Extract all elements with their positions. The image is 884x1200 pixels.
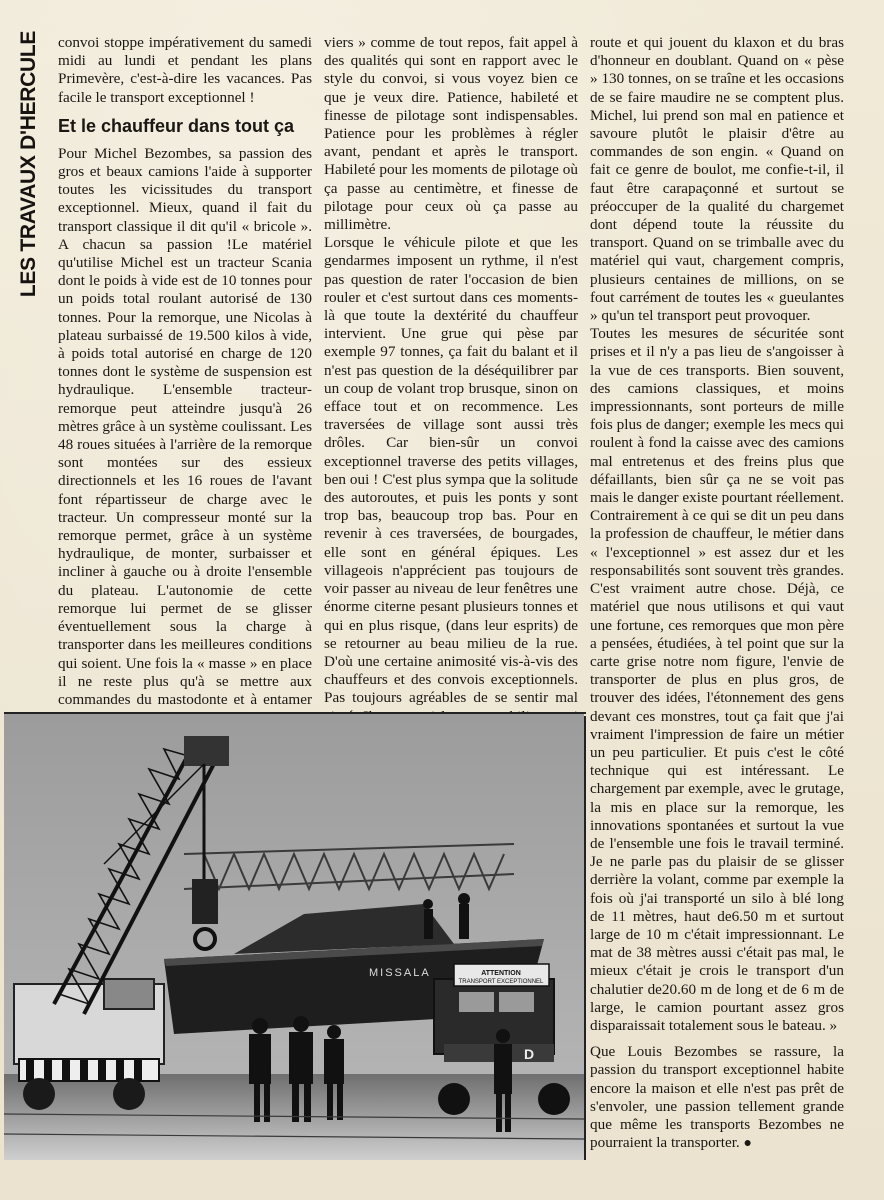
paragraph: Pour Michel Bezombes, sa passion des gros et beaux camions l'aide à supporter toutes les vicissitudes du transport exceptionnel. Mieux, quand il fait du transport classique il dit qu'il « bricole ». A chacun sa passion !Le matériel qu'utilise Michel est un tracteur Scania dont le poids à vide est de 10 tonnes pour un poids total roulant autorisé de 130 tonnes. Pour la remorque, une Nicolas à plateau surbaissé de 19.500 kilos à vide, à poids total autorisé en charge de 120 tonnes dont le système de suspension est hydraulique. L'ensemble tracteur-remorque peut atteindre jusqu'à 26 mètres grâce à un système coulissant. Les 48 roues situées à l'arrière de la remorque sont montées sur des essieux directionnels et les 16 roues de l'avant font répartisseur de charge avec le tracteur. Un compresseur monté sur la remorque permet, grâce à un système hydraulique, de monter, surbaisser et incliner à gauche ou à droite l'ensemble du plateau. L'autonomie de cette remorque lui permet de se glisser éventuellement sous la charge à transporter dans les meilleures conditions qui soient. Une fois la « masse » en place il ne reste plus qu'à se mettre aux commandes du mastodonte et à entamer xyxy=(58,144,312,708)
subheading: Et le chauffeur dans tout ça xyxy=(58,115,295,136)
sign-transport-exceptionnel: TRANSPORT EXCEPTIONNEL xyxy=(458,979,544,985)
section-title xyxy=(12,30,46,298)
paragraph: convoi stoppe impérativement du samedi midi au lundi et pendant les plans Primevère, c'est-à-dire les vacances. Pas facile le transport exceptionnel ! xyxy=(58,34,312,106)
paragraph: route et qui jouent du klaxon et du bras d'honneur en doublant. Quand on « pèse » 130 tonnes, on se traîne et les occasions de se faire maudire ne se comptent plus. Michel, lui prend son mal en patience et savoure plutôt le plaisir d'être au commandes de son engin. « Quand on fait ce genre de boulot, me confie-t-il, il faut être carapaçonné et surtout se préoccuper de la qualité du chargemet dont dépend toute la réussite du transport. Quand on se trimballe avec du matériel qui vaut, chargement compris, plusieurs centaines de millions, on se fout carrément de toutes les « gueulantes » qu'un tel transport peut provoquer. xyxy=(590,34,844,325)
photo-illustration xyxy=(4,714,584,1160)
paragraph: Lorsque le véhicule pilote et que les gendarmes imposent un rythme, il n'est pas question de rater l'occasion de bien rouler et c'est surtout dans ces moments-là que toute la dextérité du chauffeur intervient. Une grue qui pèse par exemple 97 tonnes, ça fait du balant et il n'est pas question de la déséquilibrer par un coup de volant trop brusque, sinon on efface tout et on recommence. Les traversées de village sont aussi très drôles. Car bien-sûr un convoi exceptionnel traverse des petits villages, ben oui ! C'est plus sympa que la solitude des autoroutes, et puis les ponts y sont trop bas, beaucoup trop bas. Pour en revenir à ces traversées, de bourgades, elle sont en général épiques. Les villageois n'apprécient pas toujours de voir passer au niveau de leur fenêtres une énorme citerne pesant plusieurs tonnes et qui en plus risque, (dans leur esprits) de se retourner au beau milieu de la rue. D'où une certaine animosité vis-à-vis des chauffeurs et des convois exceptionnels. Pas toujours agréables de se sentir mal xyxy=(324,234,578,707)
text-column-2 xyxy=(324,34,578,710)
paragraph xyxy=(590,1043,844,1153)
cab-letter: D xyxy=(524,1046,535,1062)
photo-crane-loading-boat xyxy=(4,714,584,1160)
sign-attention: ATTENTION xyxy=(481,970,521,977)
closing-paragraph-text: Que Louis Bezombes se rassure, la passion du transport exceptionnel habite encore la maison et elle n'est pas prêt de s'envoler, une passion tellement grande que même les transports Bezombes ne pourraient la transporter. xyxy=(590,1043,844,1152)
end-mark: ● xyxy=(743,1136,752,1152)
boat-name: MISSALA xyxy=(369,967,431,979)
text-column-1 xyxy=(58,34,312,710)
paragraph: viers » comme de tout repos, fait appel à des qualités qui sont en rapport avec le style du convoi, si vous voyez bien ce que je veux dire. Patience, habileté et finesse de pilotage sont indispensables. Patience pour les problèmes à régler avant, pendant et après le transport. Habileté pour les moments de pilotage où ça passe au centimètre, et finesse de pilotage pour ceux où ça passe au millimètre. xyxy=(324,34,578,234)
paragraph: Toutes les mesures de sécuritée sont prises et il n'y a pas lieu de s'angoisser à la vue de ces transports. Bien souvent, des camions classiques, et moins impressionnants, sont porteurs de mille fois plus de danger; exemple les mecs qui roulent à fond la caisse avec des camions mal entretenus et des freins plus que défaillants, bien sûr ça ne se voit pas mais le danger existe pourtant réellement. Contrairement à ce qui se dit un peu dans la profession de chauffeur, le métier dans « l'exceptionnel » est assez dur et les responsabilités sont souvent très grandes. C'est vraiment autre chose. Déjà, ce matériel que nous utilisons et qui vaut une fortune, ces remorques que mon père a pensées, étudiées, à tel point que sur la carte grise notre nom figure, l'envie de transporter de plus en plus gros, de trouver des idées, l'étonnement des gens devant ces monstres, tout ça fait que j'ai vraiment l'impression de faire un métier un peu particulier. Et puis c'est le côté technique qui est intéressant. Le chargement par exemple, avec le grutage, la mis en place sur la remorque, les innovations spontanées et surtout la vue de l'ensemble une fois le travail terminé. Je ne parle pas du plaisir de se glisser derrière la volant, comme par exemple la fois où j'ai transporté un silo à blé long de 11 mètres, haut de6.50 m et surtout large de 10 m c'était impressionnant. Le mat de 38 mètres aussi c'était pas mal, le mieux c'était je crois le transport d'un chalutier de20.60 m de long et de 6 m de large, le camion pourtant assez gros disparaissait totalement sous le bateau. » xyxy=(590,325,844,1034)
section-title-text: LES TRAVAUX D'HERCULE xyxy=(17,30,41,298)
text-column-3 xyxy=(590,34,844,1152)
photo-border-right xyxy=(584,716,586,1160)
